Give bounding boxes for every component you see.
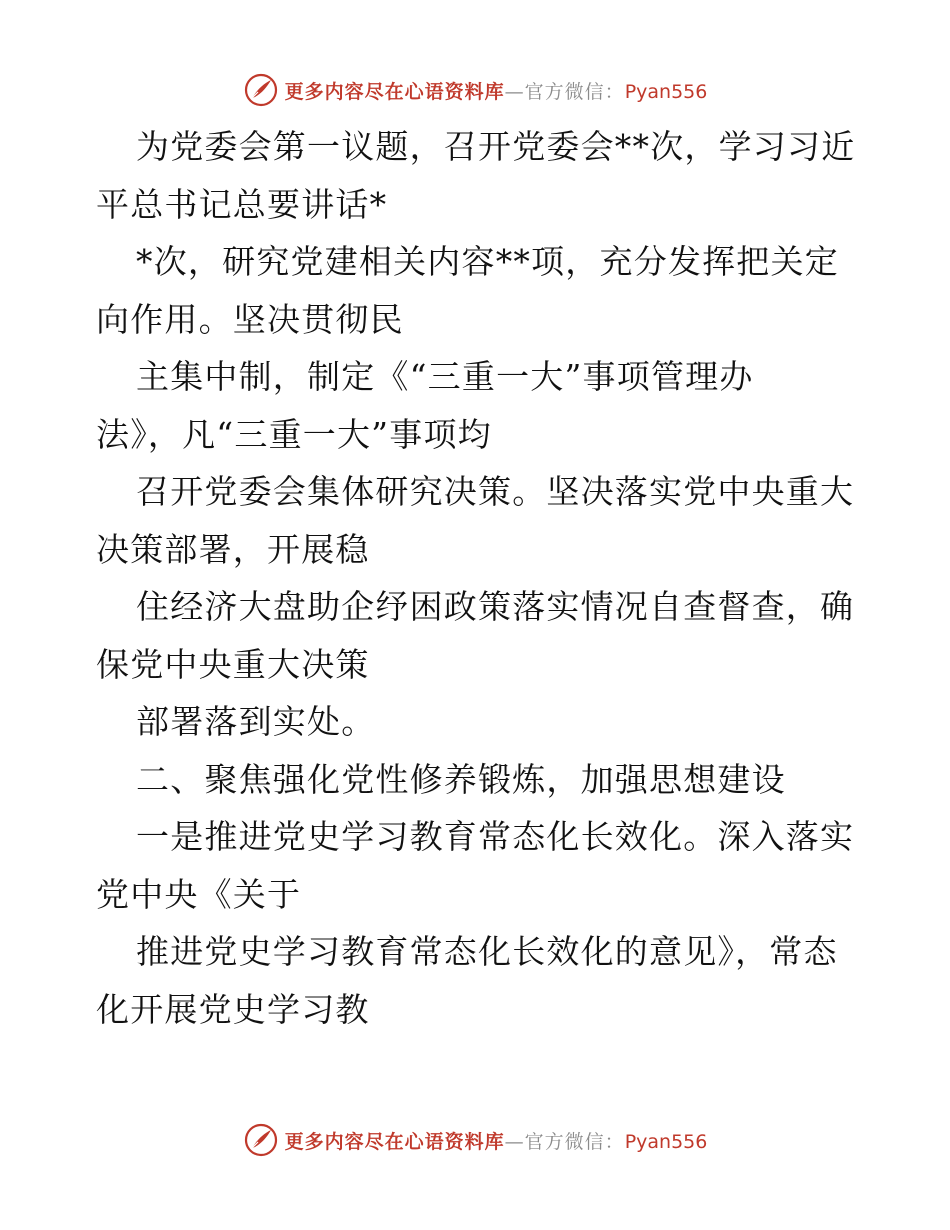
header-watermark bbox=[0, 70, 950, 110]
watermark-brand: 更多内容尽在心语资料库 bbox=[284, 80, 505, 103]
text-line: 保党中央重大决策 bbox=[96, 644, 370, 684]
text-line: 部署落到实处。 bbox=[136, 702, 376, 741]
watermark-brand: 更多内容尽在心语资料库 bbox=[284, 1130, 505, 1153]
text-line: 为党委会第一议题，召开党委会**次，学习习近 bbox=[136, 127, 856, 166]
document-body bbox=[96, 118, 856, 1038]
feather-pen-icon bbox=[243, 72, 279, 108]
feather-pen-icon bbox=[243, 1122, 279, 1158]
text-line: 向作用。坚决贯彻民 bbox=[96, 299, 404, 339]
watermark-wechat-id: Pyan556 bbox=[624, 80, 708, 103]
text-line: 化开展党史学习教 bbox=[96, 989, 370, 1029]
watermark-text bbox=[285, 1127, 708, 1154]
watermark-text bbox=[285, 77, 708, 104]
text-line: 一是推进党史学习教育常态化长效化。深入落实 bbox=[136, 817, 855, 856]
text-line: 召开党委会集体研究决策。坚决落实党中央重大 bbox=[136, 472, 855, 511]
watermark-separator: —官方微信： bbox=[504, 1130, 625, 1153]
text-line: 推进党史学习教育常态化长效化的意见》，常态 bbox=[136, 932, 838, 971]
text-line: 决策部署，开展稳 bbox=[96, 529, 370, 569]
watermark-separator: —官方微信： bbox=[504, 80, 625, 103]
footer-watermark bbox=[0, 1120, 950, 1160]
text-line: *次，研究党建相关内容**项，充分发挥把关定 bbox=[136, 242, 839, 281]
text-line: 平总书记总要讲话* bbox=[96, 184, 388, 224]
watermark-wechat-id: Pyan556 bbox=[624, 1130, 708, 1153]
text-line: 住经济大盘助企纾困政策落实情况自查督查，确 bbox=[136, 587, 855, 626]
text-line: 主集中制，制定《“三重一大”事项管理办 bbox=[136, 357, 754, 396]
text-line: 法》，凡“三重一大”事项均 bbox=[96, 414, 492, 454]
text-line: 党中央《关于 bbox=[96, 874, 302, 914]
text-line: 二、聚焦强化党性修养锻炼，加强思想建设 bbox=[136, 759, 786, 799]
